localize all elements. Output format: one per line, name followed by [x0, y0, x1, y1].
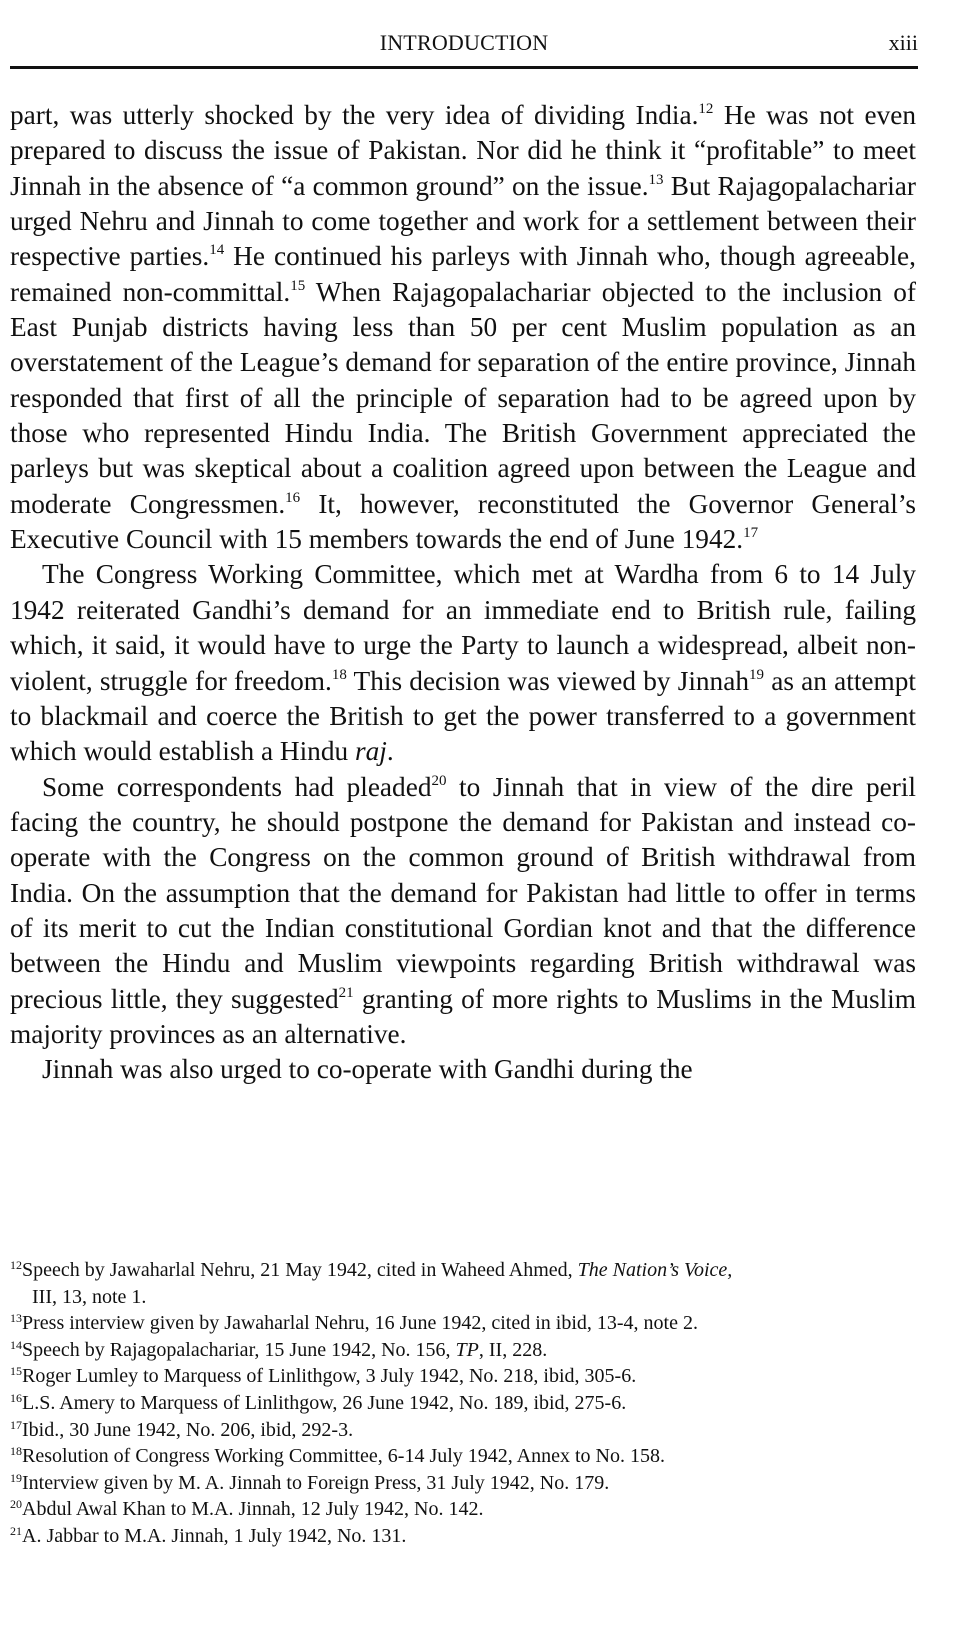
paragraph [10, 98, 916, 557]
text-run: The Congress Working Committee, which met at Wardha from 6 to 14 July 1942 reiterated Gandhi’s demand for an immediate end to British rule, failing which, it said, it would have to urge the Party to launch a widespread, albeit non-violent, struggle for freedom. [10, 559, 916, 696]
text-run: Roger Lumley to Marquess of Linlithgow, 3 July 1942, No. 218, ibid, 305-6. [22, 1365, 637, 1388]
footnote [10, 1417, 916, 1444]
footnote-number: 21 [10, 1523, 22, 1538]
footnote-ref: 19 [748, 666, 764, 683]
footnote-continuation: III, 13, note 1. [32, 1285, 147, 1308]
text-run: L.S. Amery to Marquess of Linlithgow, 26 June 1942, No. 189, ibid, 275-6. [22, 1391, 627, 1414]
footnote [10, 1443, 916, 1470]
footnote-number: 14 [10, 1337, 22, 1352]
footnote-number: 20 [10, 1497, 22, 1512]
footnotes [10, 1257, 916, 1550]
text-run: A. Jabbar to M.A. Jinnah, 1 July 1942, No. 131. [22, 1524, 407, 1547]
text-run: Ibid., 30 June 1942, No. 206, ibid, 292-3. [22, 1418, 354, 1441]
footnote-ref: 16 [285, 489, 301, 506]
footnote-ref: 17 [743, 525, 759, 542]
footnote-ref: 20 [431, 772, 447, 789]
text-run: part, was utterly shocked by the very idea of dividing India. [10, 100, 699, 130]
text-run: When Rajagopalachariar objected to the inclusion of East Punjab districts having less than 50 per cent Muslim population as an overstatement of the League’s demand for separation of the entire province, Jinnah responded that first of all the principle of separation had to be agreed upon by those who represented Hindu India. The British Government appreciated the parleys but was skeptical about a coalition agreed upon between the League and moderate Congressmen. [10, 276, 917, 519]
text-run: Speech by Jawaharlal Nehru, 21 May 1942, cited in Waheed Ahmed, [22, 1259, 578, 1281]
footnote [10, 1257, 916, 1310]
footnote [10, 1390, 916, 1417]
running-head-title: INTRODUCTION [379, 30, 549, 55]
text-run: Abdul Awal Khan to M.A. Jinnah, 12 July 1942, No. 142. [22, 1498, 484, 1521]
text-run: But Rajagopalachariar urged Nehru and Jinnah to come together and work for a settlement between their respective parties. [10, 170, 916, 272]
footnote-ref: 14 [209, 242, 225, 259]
paragraph [10, 770, 916, 1053]
paragraph [10, 557, 916, 769]
text-run: It, however, reconstituted the Governor General’s Executive Council with 15 members towards the end of June 1942. [10, 488, 916, 555]
footnote-ref: 21 [338, 984, 354, 1001]
footnote-ref: 15 [290, 277, 306, 294]
body-text [10, 98, 916, 1088]
footnote [10, 1310, 916, 1337]
footnote [10, 1363, 916, 1390]
text-run: to Jinnah that in view of the dire peril facing the country, he should postpone the demand for Pakistan and instead co-operate with the Congress on the common ground of British withdrawal from India. On the assumption that the demand for Pakistan had little to offer in terms of its merit to cut the Indian constitutional Gordian knot and that the difference between the Hindu and Muslim viewpoints regarding British withdrawal was precious little, they suggested [10, 771, 916, 1014]
footnote-number: 16 [10, 1390, 22, 1405]
running-header [10, 24, 918, 60]
page-number: xiii [888, 30, 918, 55]
header-rule [10, 66, 918, 69]
footnote [10, 1337, 916, 1364]
text-run: Speech by Rajagopalachariar, 15 June 1942, No. 156, [22, 1338, 456, 1361]
footnote-ref: 18 [331, 666, 347, 683]
footnote-number: 17 [10, 1417, 22, 1432]
text-run: . [386, 736, 394, 767]
footnote-number: 19 [10, 1470, 22, 1485]
paragraph [10, 1052, 916, 1087]
text-run: He was not even prepared to discuss the issue of Pakistan. Nor did he think it “profitable” to meet Jinnah in the absence of “a common ground” on the issue. [10, 100, 916, 201]
text-run: Some correspondents had pleaded [42, 771, 432, 802]
text-run: as an attempt to blackmail and coerce the British to get the power transferred to a government which would establish a Hindu [10, 665, 916, 767]
footnote-number: 18 [10, 1444, 22, 1459]
footnote-ref: 13 [648, 171, 664, 188]
text-run: He continued his parleys with Jinnah who, though agreeable, remained non-committal. [10, 241, 916, 307]
footnote [10, 1523, 916, 1550]
text-run: Press interview given by Jawaharlal Nehru, 16 June 1942, cited in ibid, 13-4, note 2. [22, 1312, 698, 1335]
text-run: Jinnah was also urged to co-operate with Gandhi during the [42, 1054, 693, 1085]
footnote [10, 1470, 916, 1497]
footnote-number: 12 [10, 1258, 22, 1272]
text-run: granting of more rights to Muslims in the Muslim majority provinces as an alternative. [10, 983, 916, 1049]
italic-text: TP [455, 1338, 479, 1361]
text-run: , II, 228. [478, 1338, 548, 1361]
text-run: Resolution of Congress Working Committee, 6-14 July 1942, Annex to No. 158. [22, 1445, 665, 1468]
footnote-number: 13 [10, 1311, 22, 1326]
footnote-number: 15 [10, 1364, 22, 1379]
text-run: Interview given by M. A. Jinnah to Foreign Press, 31 July 1942, No. 179. [22, 1471, 610, 1494]
text-run: This decision was viewed by Jinnah [346, 665, 749, 696]
italic-text: The Nation’s Voice, [577, 1259, 733, 1281]
footnote [10, 1496, 916, 1523]
footnote-ref: 12 [698, 101, 714, 117]
italic-text: raj [354, 736, 387, 767]
